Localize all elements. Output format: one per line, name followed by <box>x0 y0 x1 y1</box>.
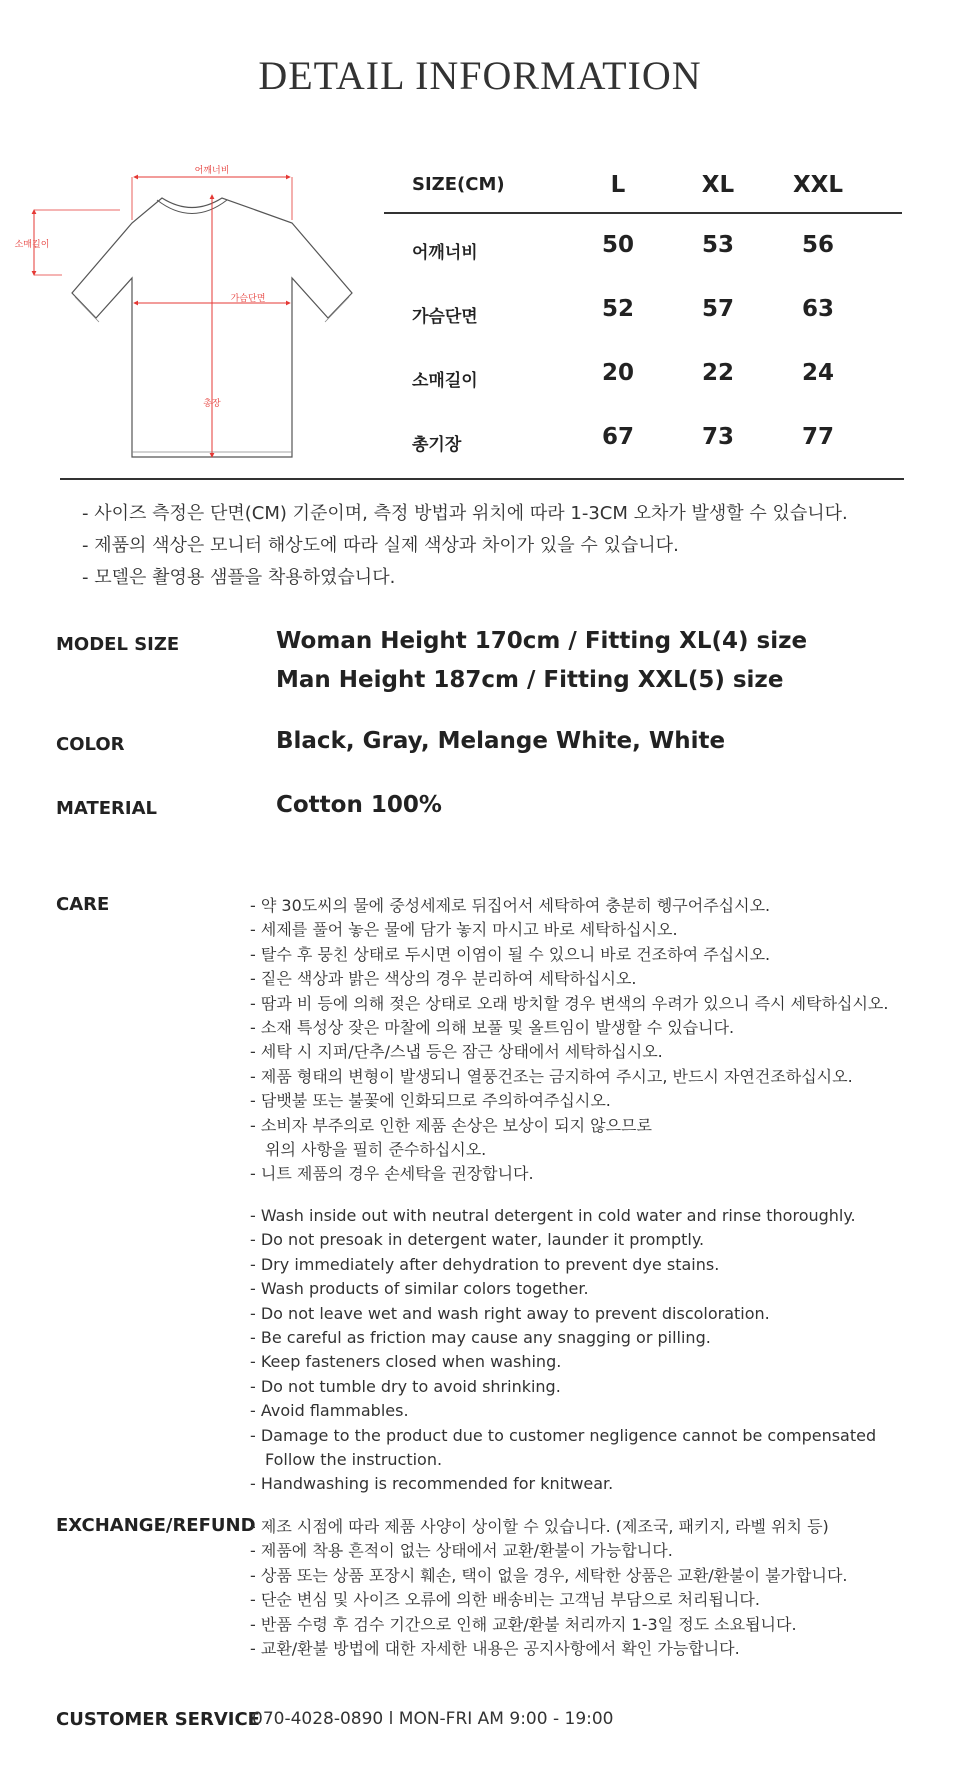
list-item: - Do not leave wet and wash right away to prevent discoloration. <box>250 1303 770 1323</box>
row-label: 소매길이 <box>412 371 478 391</box>
list-item: - 짙은 색상과 밝은 색상의 경우 분리하여 세탁하십시오. <box>250 969 637 989</box>
size-table <box>384 160 902 470</box>
list-item: - 제품 형태의 변형이 발생되니 열풍건조는 금지하여 주시고, 반드시 자연건조하십시오. <box>250 1066 853 1086</box>
size-header-label: SIZE(CM) <box>412 174 505 195</box>
table-cell: 22 <box>701 360 734 386</box>
table-row <box>384 342 902 406</box>
list-item: - Handwashing is recommended for knitwear. <box>250 1474 614 1494</box>
size-header-xl: XL <box>701 172 735 198</box>
shoulder-measure-label: 어깨너비 <box>194 166 230 176</box>
list-item: - 제품에 착용 흔적이 없는 상태에서 교환/환불이 가능합니다. <box>250 1541 673 1561</box>
sleeve-measure-label: 소매길이 <box>14 240 50 250</box>
list-item: - 세제를 풀어 놓은 물에 담가 놓지 마시고 바로 세탁하십시오. <box>250 920 678 940</box>
list-item: - Do not tumble dry to avoid shrinking. <box>250 1376 561 1396</box>
row-label: 어깨너비 <box>412 243 478 263</box>
note-line: - 사이즈 측정은 단면(CM) 기준이며, 측정 방법과 위치에 따라 1-3CM 오차가 발생할 수 있습니다. <box>82 503 848 524</box>
list-item: - Do not presoak in detergent water, launder it promptly. <box>250 1230 705 1250</box>
length-measure-label: 총장 <box>203 399 221 409</box>
list-item: - 세탁 시 지퍼/단추/스냅 등은 잠근 상태에서 세탁하십시오. <box>250 1042 663 1062</box>
chest-measure-label: 가슴단면 <box>230 294 266 304</box>
customer-service-value: 070-4028-0890 l MON-FRI AM 9:00 - 19:00 <box>252 1709 614 1729</box>
list-item: - Avoid flammables. <box>250 1401 409 1421</box>
color-value: Black, Gray, Melange White, White <box>276 728 726 754</box>
size-header-l: L <box>610 172 626 198</box>
model-size-value-woman: Woman Height 170cm / Fitting XL(4) size <box>276 628 808 654</box>
table-cell: 20 <box>601 360 634 386</box>
size-notes <box>82 498 848 594</box>
list-item: - Damage to the product due to customer negligence cannot be compensated <box>250 1425 877 1445</box>
list-item: - Dry immediately after dehydration to prevent dye stains. <box>250 1254 720 1274</box>
note-line: - 제품의 색상은 모니터 해상도에 따라 실제 색상과 차이가 있을 수 있습니다. <box>82 535 679 556</box>
customer-service-label: CUSTOMER SERVICE <box>56 1709 260 1730</box>
page-title: DETAIL INFORMATION <box>258 53 702 98</box>
table-cell: 73 <box>701 424 734 450</box>
row-label: 가슴단면 <box>412 307 478 327</box>
note-line: - 모델은 촬영용 샘플을 착용하였습니다. <box>82 567 396 588</box>
table-cell: 52 <box>601 296 634 322</box>
table-cell: 77 <box>801 424 834 450</box>
table-cell: 50 <box>601 232 634 258</box>
list-item: - 상품 또는 상품 포장시 훼손, 택이 없을 경우, 세탁한 상품은 교환/환불이 불가합니다. <box>250 1565 848 1585</box>
exchange-refund-list <box>250 1515 848 1661</box>
list-item: - 탈수 후 뭉친 상태로 두시면 이염이 될 수 있으니 바로 건조하여 주십시오. <box>250 944 771 964</box>
list-item: - 약 30도씨의 물에 중성세제로 뒤집어서 세탁하여 충분히 헹구어주십시오. <box>250 896 771 915</box>
care-list-korean <box>250 894 888 1187</box>
list-item: - 니트 제품의 경우 손세탁을 권장합니다. <box>250 1164 534 1184</box>
care-list-english <box>250 1204 876 1497</box>
list-item: Follow the instruction. <box>265 1449 443 1469</box>
material-label: MATERIAL <box>56 798 157 819</box>
list-item: - 소비자 부주의로 인한 제품 손상은 보상이 되지 않으므로 <box>250 1115 652 1135</box>
list-item: - Keep fasteners closed when washing. <box>250 1352 562 1372</box>
list-item: - Wash inside out with neutral detergent in cold water and rinse thoroughly. <box>250 1206 856 1225</box>
material-value: Cotton 100% <box>276 792 442 818</box>
size-table-header <box>384 160 902 214</box>
color-label: COLOR <box>56 734 125 755</box>
size-header-xxl: XXL <box>792 172 844 198</box>
list-item: 위의 사항을 필히 준수하십시오. <box>265 1139 487 1159</box>
table-row <box>384 278 902 342</box>
table-cell: 67 <box>601 424 634 450</box>
list-item: - 땀과 비 등에 의해 젖은 상태로 오래 방치할 경우 변색의 우려가 있으니 즉시 세탁하십시오. <box>250 993 889 1013</box>
table-cell: 24 <box>801 360 834 386</box>
list-item: - 반품 수령 후 검수 기간으로 인해 교환/환불 처리까지 1-3일 정도 소요됩니다. <box>250 1614 797 1634</box>
model-size-value-man: Man Height 187cm / Fitting XXL(5) size <box>276 667 784 693</box>
list-item: - 소재 특성상 잦은 마찰에 의해 보풀 및 올트임이 발생할 수 있습니다. <box>250 1017 735 1037</box>
tshirt-size-diagram <box>12 165 366 465</box>
list-item: - Be careful as friction may cause any snagging or pilling. <box>250 1327 711 1347</box>
table-cell: 53 <box>701 232 734 258</box>
table-cell: 57 <box>701 296 734 322</box>
section-divider <box>60 478 904 480</box>
table-row <box>384 214 902 278</box>
care-label: CARE <box>56 894 110 915</box>
model-size-label: MODEL SIZE <box>56 634 180 655</box>
list-item: - 제조 시점에 따라 제품 사양이 상이할 수 있습니다. (제조국, 패키지, 라벨 위치 등) <box>250 1517 829 1536</box>
exchange-refund-label: EXCHANGE/REFUND <box>56 1515 256 1536</box>
list-item: - Wash products of similar colors together. <box>250 1279 589 1299</box>
list-item: - 교환/환불 방법에 대한 자세한 내용은 공지사항에서 확인 가능합니다. <box>250 1638 740 1658</box>
list-item: - 단순 변심 및 사이즈 오류에 의한 배송비는 고객님 부담으로 처리됩니다. <box>250 1590 760 1610</box>
row-label: 총기장 <box>412 435 462 455</box>
table-cell: 63 <box>801 296 834 322</box>
table-row <box>384 406 902 470</box>
list-item: - 담뱃불 또는 불꽃에 인화되므로 주의하여주십시오. <box>250 1091 611 1111</box>
table-cell: 56 <box>801 232 834 258</box>
